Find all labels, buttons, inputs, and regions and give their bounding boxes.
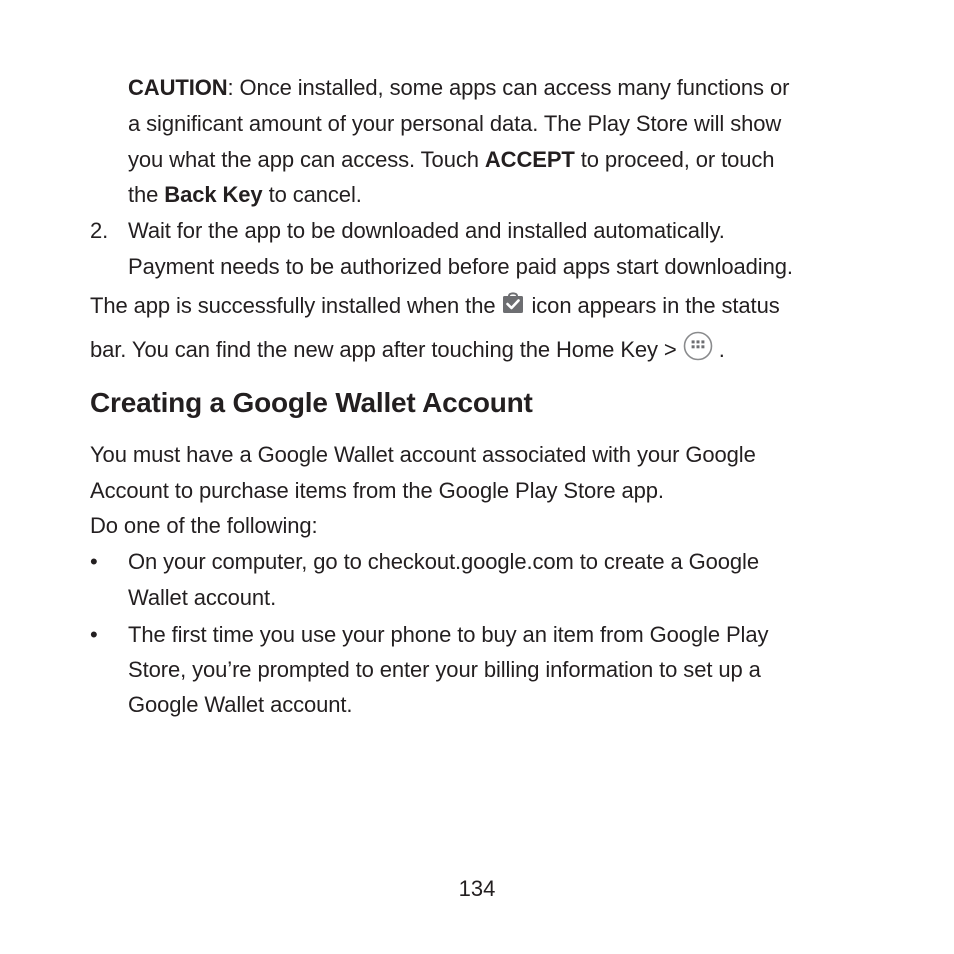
section-heading: Creating a Google Wallet Account xyxy=(90,387,533,418)
installed-line-2 xyxy=(90,335,725,367)
step-2-line-1: Wait for the app to be downloaded and installed automatically. xyxy=(128,218,725,243)
installed-line-1-post: icon appears in the status xyxy=(525,293,780,318)
intro-line-1: You must have a Google Wallet account associated with your Google xyxy=(90,442,756,467)
caution-line-3 xyxy=(128,147,774,173)
caution-line-4-post: to cancel. xyxy=(262,182,362,207)
page-number: 134 xyxy=(458,876,496,901)
caution-line-2: a significant amount of your personal data. The Play Store will show xyxy=(128,111,782,136)
caution-line-3-pre: you what the app can access. Touch xyxy=(128,147,485,172)
caution-line-3-post: to proceed, or touch xyxy=(574,147,775,172)
step-2-number: 2. xyxy=(90,218,109,243)
back-key-keyword: Back Key xyxy=(164,182,263,207)
all-apps-grid-icon xyxy=(683,331,713,367)
bullet-2-line-1: The first time you use your phone to buy an item from Google Play xyxy=(128,622,769,647)
caution-text: : Once installed, some apps can access many functions or xyxy=(227,75,790,100)
caution-line-4 xyxy=(128,182,362,208)
bullet-2-line-3: Google Wallet account. xyxy=(128,692,353,717)
intro-line-2: Account to purchase items from the Google Play Store app. xyxy=(90,478,664,503)
bullet-marker: • xyxy=(90,549,98,574)
installed-line-1 xyxy=(90,293,780,320)
shopping-bag-check-icon xyxy=(501,290,525,320)
bullet-marker: • xyxy=(90,622,98,647)
step-2-line-2: Payment needs to be authorized before paid apps start downloading. xyxy=(128,254,793,279)
installed-line-2-pre: bar. You can find the new app after touching the Home Key > xyxy=(90,336,683,362)
installed-line-1-pre: The app is successfully installed when the xyxy=(90,293,502,318)
bullet-1-line-2: Wallet account. xyxy=(128,585,277,610)
intro-line-3: Do one of the following: xyxy=(90,513,318,538)
installed-line-2-post: . xyxy=(712,336,725,362)
caution-line-4-pre: the xyxy=(128,182,165,207)
bullet-1-line-1: On your computer, go to checkout.google.com to create a Google xyxy=(128,549,759,574)
accept-keyword: ACCEPT xyxy=(484,147,575,172)
caution-label: CAUTION xyxy=(128,75,228,100)
caution-line-1 xyxy=(128,75,789,101)
bullet-2-line-2: Store, you’re prompted to enter your billing information to set up a xyxy=(128,657,761,682)
